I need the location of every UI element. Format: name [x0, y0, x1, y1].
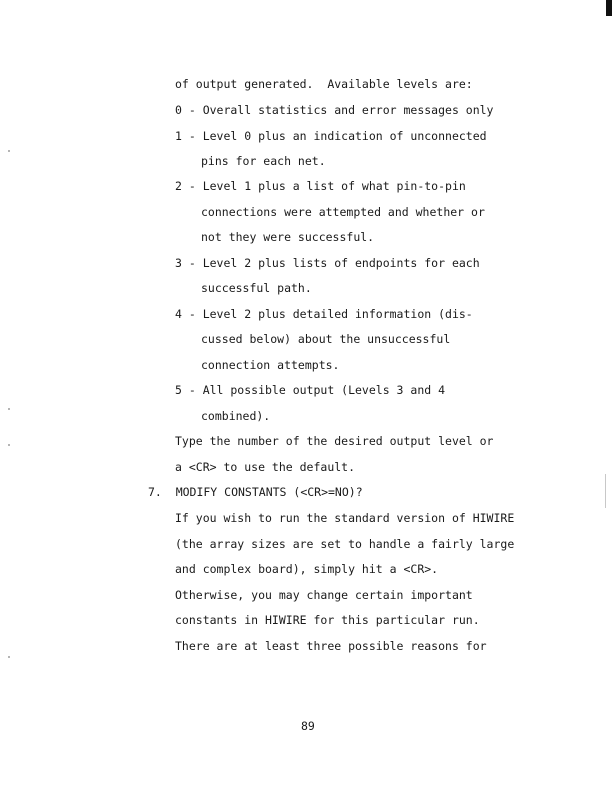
text-line-8: 3 - Level 2 plus lists of endpoints for each [175, 256, 480, 270]
margin-speck [8, 150, 10, 152]
margin-bar [605, 474, 606, 508]
text-line-22: constants in HIWIRE for this particular run. [175, 613, 480, 627]
text-line-17: 7. MODIFY CONSTANTS (<CR>=NO)? [148, 485, 363, 499]
text-line-21: Otherwise, you may change certain important [175, 588, 473, 602]
scan-corner-mark [606, 0, 612, 16]
text-line-2: 0 - Overall statistics and error messages only [175, 103, 494, 117]
text-line-13: 5 - All possible output (Levels 3 and 4 [175, 383, 446, 397]
text-line-20: and complex board), simply hit a <CR>. [175, 562, 439, 576]
text-line-6: connections were attempted and whether or [201, 205, 485, 219]
text-line-4: pins for each net. [201, 154, 326, 168]
text-line-19: (the array sizes are set to handle a fairly large [175, 537, 515, 551]
text-line-10: 4 - Level 2 plus detailed information (dis- [175, 307, 473, 321]
margin-speck [8, 408, 10, 410]
margin-speck [8, 444, 10, 446]
text-line-12: connection attempts. [201, 358, 340, 372]
text-line-14: combined). [201, 409, 271, 423]
text-line-3: 1 - Level 0 plus an indication of unconnected [175, 129, 487, 143]
text-line-7: not they were successful. [201, 230, 375, 244]
text-line-1: of output generated. Available levels are: [175, 77, 473, 91]
text-line-9: successful path. [201, 281, 312, 295]
text-line-18: If you wish to run the standard version of HIWIRE [175, 511, 515, 525]
text-line-11: cussed below) about the unsuccessful [201, 332, 451, 346]
text-line-16: a <CR> to use the default. [175, 460, 356, 474]
text-line-23: There are at least three possible reasons for [175, 639, 487, 653]
text-line-15: Type the number of the desired output level or [175, 434, 494, 448]
text-line-5: 2 - Level 1 plus a list of what pin-to-pin [175, 179, 466, 193]
page-number: 89 [301, 719, 315, 733]
margin-speck [8, 656, 10, 658]
